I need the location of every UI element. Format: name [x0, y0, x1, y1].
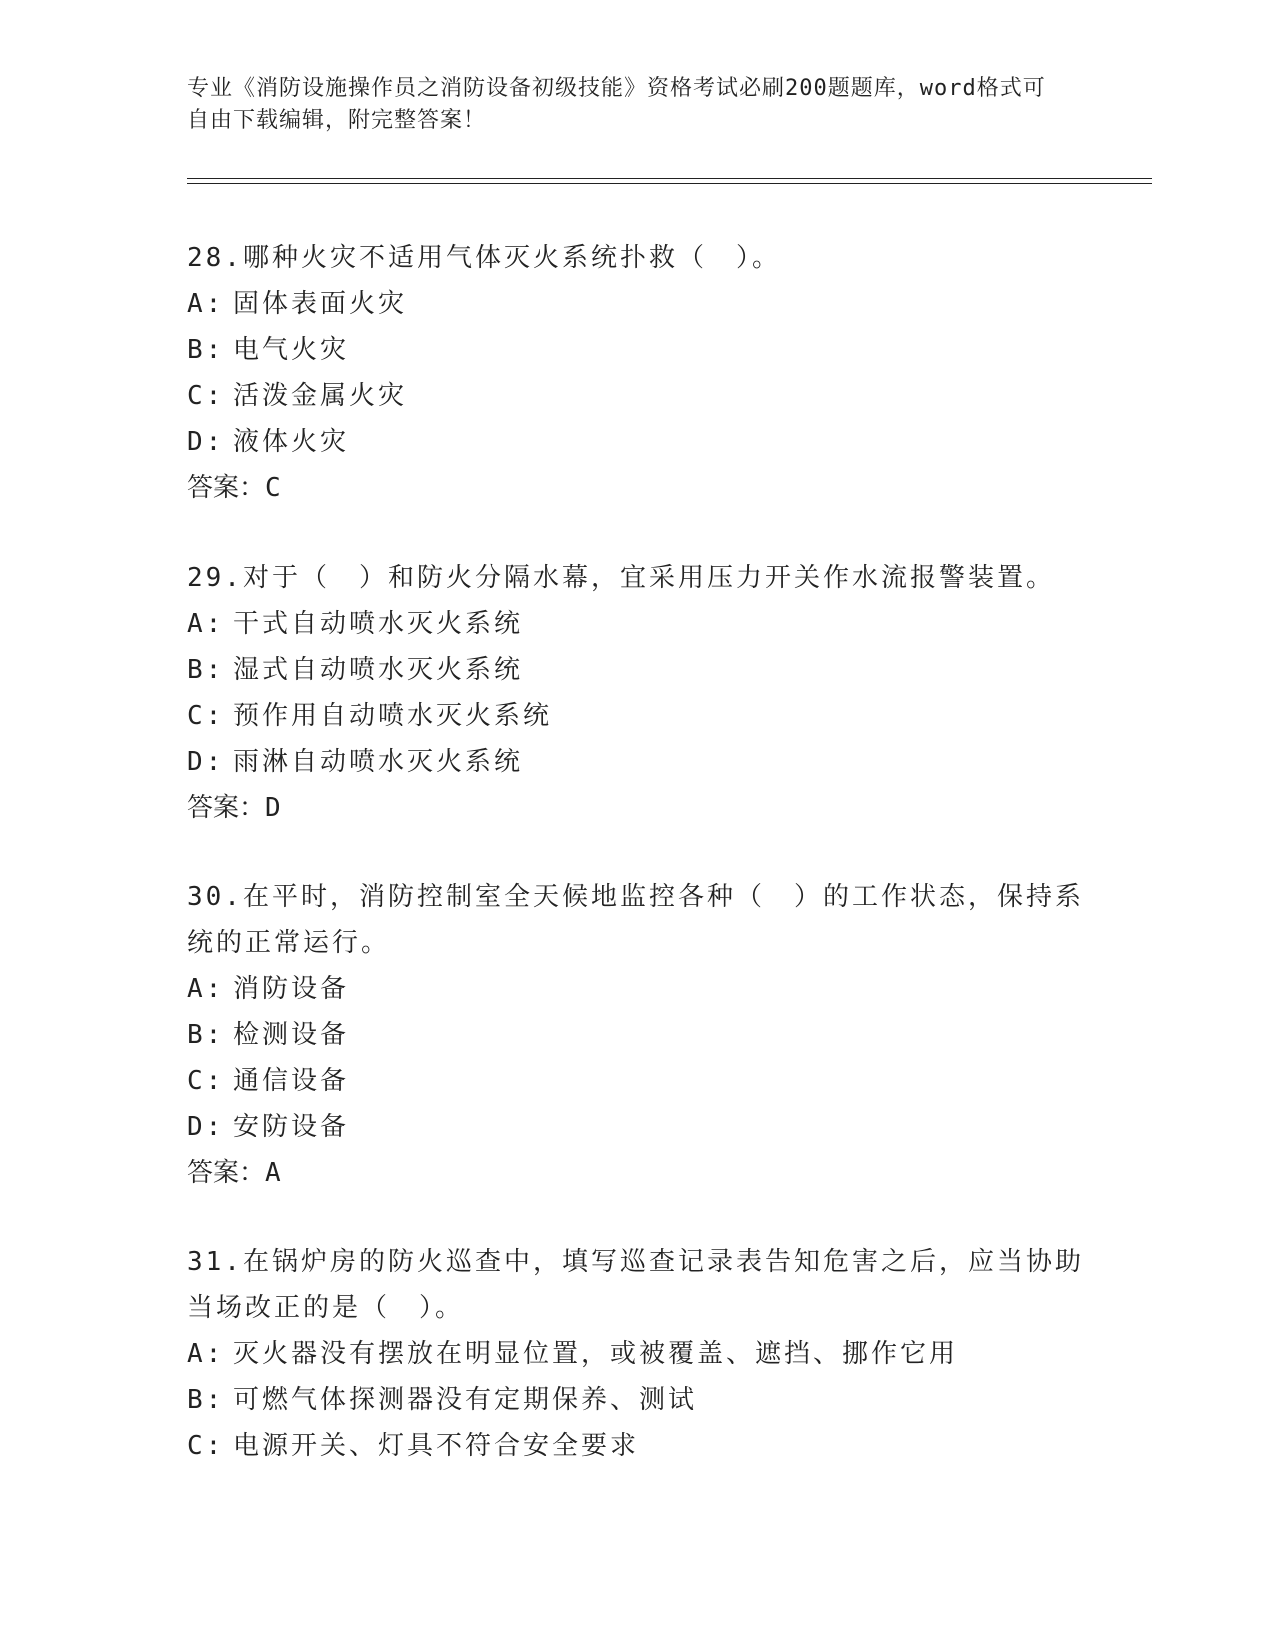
option-a: [187, 281, 1087, 327]
option-key: C:: [187, 381, 225, 411]
answer-value: C: [265, 473, 284, 503]
option-text: 可燃气体探测器没有定期保养、测试: [233, 1385, 698, 1415]
answer-label: 答案：: [187, 1158, 266, 1188]
question-28: [187, 235, 1087, 511]
option-key: A:: [187, 974, 225, 1004]
question-number: 28.: [187, 243, 243, 273]
option-text: 电气火灾: [233, 335, 350, 365]
option-key: C:: [187, 701, 225, 731]
option-text: 雨淋自动喷水灭火系统: [233, 747, 524, 777]
header-divider-line: [187, 178, 1152, 179]
option-a: [187, 1331, 1087, 1377]
option-a: [187, 966, 1087, 1012]
option-text: 检测设备: [233, 1020, 350, 1050]
option-d: [187, 419, 1087, 465]
option-key: A:: [187, 1339, 225, 1369]
answer-line: [187, 465, 1087, 511]
question-number: 31.: [187, 1247, 243, 1277]
document-header: 专业《消防设施操作员之消防设备初级技能》资格考试必刷200题题库，word格式可自由下载编辑，附完整答案！: [187, 76, 1046, 133]
option-c: [187, 1423, 1087, 1469]
question-text: 在平时，消防控制室全天候地监控各种（ ）的工作状态，保持系统的正常运行。: [187, 882, 1084, 958]
option-text: 液体火灾: [233, 427, 350, 457]
question-text: 对于（ ）和防火分隔水幕，宜采用压力开关作水流报警装置。: [242, 563, 1055, 593]
option-text: 电源开关、灯具不符合安全要求: [233, 1431, 640, 1461]
option-a: [187, 601, 1087, 647]
option-c: [187, 1058, 1087, 1104]
question-29: [187, 555, 1087, 831]
option-key: B:: [187, 1020, 225, 1050]
option-text: 干式自动喷水灭火系统: [233, 609, 524, 639]
answer-line: [187, 1150, 1087, 1196]
question-30: [187, 874, 1087, 1196]
question-number: 30.: [187, 882, 243, 912]
answer-label: 答案：: [187, 793, 266, 823]
option-text: 通信设备: [233, 1066, 350, 1096]
option-key: B:: [187, 1385, 225, 1415]
option-text: 固体表面火灾: [233, 289, 408, 319]
option-text: 安防设备: [233, 1112, 350, 1142]
answer-label: 答案：: [187, 473, 266, 503]
option-key: B:: [187, 655, 225, 685]
option-text: 湿式自动喷水灭火系统: [233, 655, 524, 685]
option-c: [187, 373, 1087, 419]
option-text: 灭火器没有摆放在明显位置，或被覆盖、遮挡、挪作它用: [233, 1339, 959, 1369]
option-b: [187, 327, 1087, 373]
option-text: 活泼金属火灾: [233, 381, 408, 411]
option-key: A:: [187, 289, 225, 319]
answer-line: [187, 785, 1087, 831]
question-text: 在锅炉房的防火巡查中，填写巡查记录表告知危害之后，应当协助当场改正的是（ ）。: [187, 1247, 1084, 1323]
option-text: 消防设备: [233, 974, 350, 1004]
option-b: [187, 1012, 1087, 1058]
option-d: [187, 1104, 1087, 1150]
answer-value: D: [265, 793, 284, 823]
option-key: B:: [187, 335, 225, 365]
question-title: [187, 555, 1087, 601]
option-key: D:: [187, 747, 225, 777]
question-number: 29.: [187, 563, 243, 593]
question-title: [187, 1239, 1087, 1331]
question-title: [187, 874, 1087, 966]
option-key: D:: [187, 1112, 225, 1142]
question-31: [187, 1239, 1087, 1469]
option-key: D:: [187, 427, 225, 457]
option-key: C:: [187, 1431, 225, 1461]
option-c: [187, 693, 1087, 739]
answer-value: A: [265, 1158, 284, 1188]
option-b: [187, 1377, 1087, 1423]
option-b: [187, 647, 1087, 693]
option-text: 预作用自动喷水灭火系统: [233, 701, 553, 731]
header-divider-line-second: [187, 183, 1152, 184]
option-key: C:: [187, 1066, 225, 1096]
question-text: 哪种火灾不适用气体灭火系统扑救（ ）。: [242, 243, 781, 273]
option-key: A:: [187, 609, 225, 639]
question-title: [187, 235, 1087, 281]
option-d: [187, 739, 1087, 785]
